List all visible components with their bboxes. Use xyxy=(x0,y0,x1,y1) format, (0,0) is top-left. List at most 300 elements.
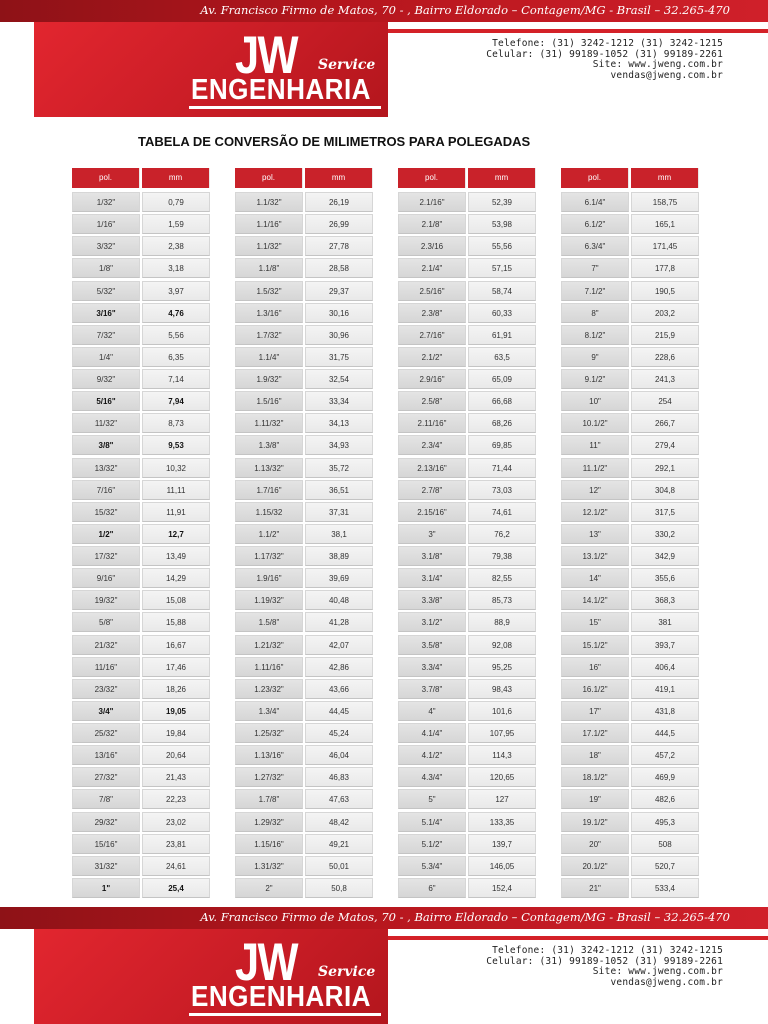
cell-mm: 45,24 xyxy=(305,723,373,743)
table-row xyxy=(398,281,536,301)
cell-mm: 34,13 xyxy=(305,413,373,433)
cell-pol: 2.5/16" xyxy=(398,281,466,301)
cell-mm: 2,38 xyxy=(142,236,210,256)
cell-pol: 1.15/16" xyxy=(235,834,303,854)
cell-mm: 42,07 xyxy=(305,635,373,655)
table-row xyxy=(72,657,210,677)
cell-pol: 15/16" xyxy=(72,834,140,854)
cell-pol: 1.15/32 xyxy=(235,502,303,522)
table-row xyxy=(72,856,210,876)
cell-pol: 1" xyxy=(72,878,140,898)
cell-pol: 2" xyxy=(235,878,303,898)
cell-pol: 1/4" xyxy=(72,347,140,367)
table-row xyxy=(561,435,699,455)
cell-mm: 241,3 xyxy=(631,369,699,389)
cell-mm: 114,3 xyxy=(468,745,536,765)
cell-mm: 165,1 xyxy=(631,214,699,234)
cell-mm: 139,7 xyxy=(468,834,536,854)
contact-site[interactable]: Site: www.jweng.com.br xyxy=(592,59,723,70)
cell-mm: 0,79 xyxy=(142,192,210,212)
cell-pol: 7/32" xyxy=(72,325,140,345)
table-row xyxy=(398,767,536,787)
cell-pol: 2.7/8" xyxy=(398,480,466,500)
cell-mm: 41,28 xyxy=(305,612,373,632)
table-row xyxy=(398,834,536,854)
cell-pol: 13/32" xyxy=(72,458,140,478)
cell-pol: 2.5/8" xyxy=(398,391,466,411)
cell-mm: 26,99 xyxy=(305,214,373,234)
cell-pol: 9/16" xyxy=(72,568,140,588)
table-row xyxy=(561,878,699,898)
cell-pol: 31/32" xyxy=(72,856,140,876)
cell-pol: 5/32" xyxy=(72,281,140,301)
footer-logo-engenharia: ENGENHARIA xyxy=(191,981,371,1013)
cell-mm: 23,81 xyxy=(142,834,210,854)
table-row xyxy=(561,679,699,699)
cell-mm: 152,4 xyxy=(468,878,536,898)
cell-mm: 33,34 xyxy=(305,391,373,411)
cell-mm: 38,1 xyxy=(305,524,373,544)
cell-mm: 355,6 xyxy=(631,568,699,588)
cell-mm: 107,95 xyxy=(468,723,536,743)
table-row xyxy=(561,745,699,765)
table-row xyxy=(561,413,699,433)
table-row xyxy=(561,812,699,832)
address-strip xyxy=(0,0,768,22)
table-row xyxy=(398,413,536,433)
table-row xyxy=(235,236,373,256)
cell-mm: 419,1 xyxy=(631,679,699,699)
table-row xyxy=(561,524,699,544)
cell-mm: 3,18 xyxy=(142,258,210,278)
table-row xyxy=(398,325,536,345)
cell-mm: 25,4 xyxy=(142,878,210,898)
table-row xyxy=(235,524,373,544)
header-band xyxy=(0,0,768,117)
cell-mm: 11,11 xyxy=(142,480,210,500)
column-header-mm: mm xyxy=(305,168,373,188)
cell-pol: 3.1/4" xyxy=(398,568,466,588)
table-row xyxy=(561,458,699,478)
contact-email[interactable]: vendas@jweng.com.br xyxy=(610,69,723,81)
table-row xyxy=(235,192,373,212)
cell-mm: 36,51 xyxy=(305,480,373,500)
cell-pol: 13/16" xyxy=(72,745,140,765)
cell-mm: 19,05 xyxy=(142,701,210,721)
cell-mm: 55,56 xyxy=(468,236,536,256)
cell-mm: 15,08 xyxy=(142,590,210,610)
cell-pol: 5/16" xyxy=(72,391,140,411)
cell-mm: 8,73 xyxy=(142,413,210,433)
cell-mm: 61,91 xyxy=(468,325,536,345)
cell-mm: 5,56 xyxy=(142,325,210,345)
cell-pol: 14" xyxy=(561,568,629,588)
cell-pol: 1.1/16" xyxy=(235,214,303,234)
table-row xyxy=(398,812,536,832)
cell-mm: 1,59 xyxy=(142,214,210,234)
table-row xyxy=(398,635,536,655)
cell-mm: 469,9 xyxy=(631,767,699,787)
cell-mm: 73,03 xyxy=(468,480,536,500)
footer-logo-service: Service xyxy=(318,964,376,980)
cell-pol: 1.31/32" xyxy=(235,856,303,876)
cell-pol: 2.1/2" xyxy=(398,347,466,367)
table-row xyxy=(235,303,373,323)
cell-mm: 14,29 xyxy=(142,568,210,588)
cell-mm: 444,5 xyxy=(631,723,699,743)
table-row xyxy=(235,701,373,721)
cell-mm: 26,19 xyxy=(305,192,373,212)
cell-pol: 11/32" xyxy=(72,413,140,433)
table-row xyxy=(235,568,373,588)
table-row xyxy=(235,214,373,234)
footer-logo-jw: JW xyxy=(235,933,297,992)
table-row xyxy=(72,480,210,500)
cell-pol: 1.1/32" xyxy=(235,236,303,256)
cell-pol: 17.1/2" xyxy=(561,723,629,743)
footer-contact-info xyxy=(486,946,723,988)
table-row xyxy=(72,236,210,256)
table-row xyxy=(398,657,536,677)
table-row xyxy=(235,789,373,809)
cell-pol: 1.3/16" xyxy=(235,303,303,323)
cell-mm: 48,42 xyxy=(305,812,373,832)
cell-mm: 21,43 xyxy=(142,767,210,787)
cell-pol: 1.11/16" xyxy=(235,657,303,677)
cell-pol: 3/32" xyxy=(72,236,140,256)
cell-mm: 37,31 xyxy=(305,502,373,522)
table-row xyxy=(398,480,536,500)
table-row xyxy=(398,679,536,699)
cell-mm: 88,9 xyxy=(468,612,536,632)
table-row xyxy=(235,834,373,854)
cell-pol: 1.5/16" xyxy=(235,391,303,411)
cell-mm: 228,6 xyxy=(631,347,699,367)
cell-pol: 2.13/16" xyxy=(398,458,466,478)
table-row xyxy=(561,325,699,345)
cell-mm: 53,98 xyxy=(468,214,536,234)
cell-mm: 15,88 xyxy=(142,612,210,632)
cell-pol: 6.1/2" xyxy=(561,214,629,234)
page-title: TABELA DE CONVERSÃO DE MILIMETROS PARA POLEGADAS xyxy=(138,134,531,149)
column-header-pol: pol. xyxy=(398,168,466,188)
cell-pol: 10.1/2" xyxy=(561,413,629,433)
logo-service: Service xyxy=(318,57,376,73)
table-row xyxy=(398,435,536,455)
cell-mm: 133,35 xyxy=(468,812,536,832)
cell-mm: 31,75 xyxy=(305,347,373,367)
cell-pol: 5" xyxy=(398,789,466,809)
table-row xyxy=(72,812,210,832)
table-row xyxy=(72,834,210,854)
table-row xyxy=(235,435,373,455)
cell-mm: 10,32 xyxy=(142,458,210,478)
cell-mm: 40,48 xyxy=(305,590,373,610)
cell-pol: 9/32" xyxy=(72,369,140,389)
cell-pol: 1.3/4" xyxy=(235,701,303,721)
table-row xyxy=(398,789,536,809)
cell-pol: 12.1/2" xyxy=(561,502,629,522)
table-row xyxy=(235,480,373,500)
cell-pol: 2.1/4" xyxy=(398,258,466,278)
cell-pol: 15" xyxy=(561,612,629,632)
cell-pol: 1.29/32" xyxy=(235,812,303,832)
footer-contact-email[interactable]: vendas@jweng.com.br xyxy=(610,976,723,988)
table-row xyxy=(72,281,210,301)
cell-mm: 279,4 xyxy=(631,435,699,455)
cell-pol: 1.13/16" xyxy=(235,745,303,765)
footer-contact-mobile: Celular: (31) 99189-1052 (31) 99189-2261 xyxy=(486,955,723,967)
table-row xyxy=(398,856,536,876)
cell-mm: 304,8 xyxy=(631,480,699,500)
conversion-table-3 xyxy=(398,168,536,900)
table-row xyxy=(72,590,210,610)
table-row xyxy=(72,214,210,234)
table-row xyxy=(561,789,699,809)
table-row xyxy=(235,612,373,632)
contact-info xyxy=(486,39,723,81)
cell-mm: 60,33 xyxy=(468,303,536,323)
cell-pol: 13" xyxy=(561,524,629,544)
table-row xyxy=(72,767,210,787)
cell-pol: 13.1/2" xyxy=(561,546,629,566)
cell-pol: 9" xyxy=(561,347,629,367)
cell-pol: 1/8" xyxy=(72,258,140,278)
table-row xyxy=(561,834,699,854)
table-row xyxy=(398,347,536,367)
table-row xyxy=(561,856,699,876)
cell-pol: 1.19/32" xyxy=(235,590,303,610)
cell-pol: 1.7/8" xyxy=(235,789,303,809)
cell-pol: 8" xyxy=(561,303,629,323)
cell-mm: 30,96 xyxy=(305,325,373,345)
table-row xyxy=(72,192,210,212)
cell-mm: 127 xyxy=(468,789,536,809)
cell-pol: 1.1/8" xyxy=(235,258,303,278)
cell-mm: 22,23 xyxy=(142,789,210,809)
cell-mm: 4,76 xyxy=(142,303,210,323)
table-row xyxy=(398,524,536,544)
cell-mm: 23,02 xyxy=(142,812,210,832)
cell-mm: 79,38 xyxy=(468,546,536,566)
table-row xyxy=(561,701,699,721)
cell-mm: 47,63 xyxy=(305,789,373,809)
footer-contact-site[interactable]: Site: www.jweng.com.br xyxy=(592,966,723,977)
cell-pol: 1.1/32" xyxy=(235,192,303,212)
cell-mm: 63,5 xyxy=(468,347,536,367)
cell-pol: 17/32" xyxy=(72,546,140,566)
cell-pol: 1.23/32" xyxy=(235,679,303,699)
cell-pol: 3.3/4" xyxy=(398,657,466,677)
table-row xyxy=(72,679,210,699)
cell-pol: 3/4" xyxy=(72,701,140,721)
cell-mm: 95,25 xyxy=(468,657,536,677)
cell-pol: 2.1/8" xyxy=(398,214,466,234)
cell-pol: 1.9/32" xyxy=(235,369,303,389)
footer-band xyxy=(0,907,768,1024)
table-row xyxy=(72,612,210,632)
cell-mm: 495,3 xyxy=(631,812,699,832)
table-header xyxy=(72,168,210,188)
table-row xyxy=(235,281,373,301)
cell-pol: 1.11/32" xyxy=(235,413,303,433)
cell-pol: 15.1/2" xyxy=(561,635,629,655)
logo-engenharia: ENGENHARIA xyxy=(191,74,371,106)
cell-pol: 18.1/2" xyxy=(561,767,629,787)
table-row xyxy=(398,502,536,522)
cell-pol: 1.17/32" xyxy=(235,546,303,566)
cell-mm: 44,45 xyxy=(305,701,373,721)
table-row xyxy=(561,303,699,323)
cell-pol: 19.1/2" xyxy=(561,812,629,832)
footer-contact-phone: Telefone: (31) 3242-1212 (31) 3242-1215 xyxy=(492,945,723,956)
table-row xyxy=(398,878,536,898)
cell-pol: 29/32" xyxy=(72,812,140,832)
table-row xyxy=(398,303,536,323)
cell-pol: 16" xyxy=(561,657,629,677)
cell-mm: 69,85 xyxy=(468,435,536,455)
table-row xyxy=(398,723,536,743)
cell-pol: 1.1/2" xyxy=(235,524,303,544)
cell-pol: 7/16" xyxy=(72,480,140,500)
cell-mm: 9,53 xyxy=(142,435,210,455)
cell-pol: 1.7/16" xyxy=(235,480,303,500)
cell-pol: 20.1/2" xyxy=(561,856,629,876)
cell-mm: 20,64 xyxy=(142,745,210,765)
cell-mm: 66,68 xyxy=(468,391,536,411)
cell-mm: 342,9 xyxy=(631,546,699,566)
logo-jw: JW xyxy=(235,26,297,85)
cell-pol: 3" xyxy=(398,524,466,544)
table-row xyxy=(398,612,536,632)
table-row xyxy=(561,214,699,234)
table-row xyxy=(235,856,373,876)
cell-mm: 28,58 xyxy=(305,258,373,278)
table-row xyxy=(235,413,373,433)
table-row xyxy=(235,590,373,610)
cell-pol: 16.1/2" xyxy=(561,679,629,699)
cell-mm: 35,72 xyxy=(305,458,373,478)
table-row xyxy=(72,458,210,478)
cell-mm: 68,26 xyxy=(468,413,536,433)
cell-mm: 92,08 xyxy=(468,635,536,655)
table-row xyxy=(561,612,699,632)
cell-pol: 4" xyxy=(398,701,466,721)
cell-pol: 3.5/8" xyxy=(398,635,466,655)
table-row xyxy=(235,347,373,367)
cell-mm: 171,45 xyxy=(631,236,699,256)
cell-mm: 57,15 xyxy=(468,258,536,278)
cell-pol: 7/8" xyxy=(72,789,140,809)
table-row xyxy=(235,767,373,787)
cell-pol: 2.3/4" xyxy=(398,435,466,455)
cell-mm: 18,26 xyxy=(142,679,210,699)
table-row xyxy=(72,325,210,345)
cell-mm: 82,55 xyxy=(468,568,536,588)
table-row xyxy=(72,258,210,278)
contact-phone: Telefone: (31) 3242-1212 (31) 3242-1215 xyxy=(492,38,723,49)
table-row xyxy=(72,745,210,765)
table-row xyxy=(72,878,210,898)
cell-mm: 50,01 xyxy=(305,856,373,876)
table-row xyxy=(561,480,699,500)
cell-pol: 14.1/2" xyxy=(561,590,629,610)
footer-address-strip xyxy=(0,907,768,929)
table-header xyxy=(235,168,373,188)
table-row xyxy=(72,789,210,809)
table-row xyxy=(72,701,210,721)
cell-pol: 2.3/16 xyxy=(398,236,466,256)
table-row xyxy=(398,590,536,610)
table-row xyxy=(72,347,210,367)
cell-mm: 393,7 xyxy=(631,635,699,655)
logo xyxy=(34,22,388,117)
table-row xyxy=(398,458,536,478)
cell-mm: 43,66 xyxy=(305,679,373,699)
cell-mm: 24,61 xyxy=(142,856,210,876)
column-header-mm: mm xyxy=(631,168,699,188)
cell-mm: 7,94 xyxy=(142,391,210,411)
table-row xyxy=(72,369,210,389)
table-row xyxy=(72,546,210,566)
cell-pol: 3.1/8" xyxy=(398,546,466,566)
table-row xyxy=(398,258,536,278)
cell-pol: 6.1/4" xyxy=(561,192,629,212)
cell-mm: 46,83 xyxy=(305,767,373,787)
cell-mm: 368,3 xyxy=(631,590,699,610)
cell-pol: 9.1/2" xyxy=(561,369,629,389)
cell-pol: 11/16" xyxy=(72,657,140,677)
cell-mm: 85,73 xyxy=(468,590,536,610)
table-row xyxy=(398,192,536,212)
cell-pol: 2.15/16" xyxy=(398,502,466,522)
table-row xyxy=(561,568,699,588)
footer-address-text: Av. Francisco Firmo de Matos, 70 - , Bairro Eldorado – Contagem/MG - Brasil – 32.265-470 xyxy=(200,910,730,924)
column-header-pol: pol. xyxy=(561,168,629,188)
cell-mm: 71,44 xyxy=(468,458,536,478)
table-row xyxy=(235,679,373,699)
cell-mm: 266,7 xyxy=(631,413,699,433)
table-row xyxy=(398,391,536,411)
table-row xyxy=(561,502,699,522)
cell-pol: 1.5/8" xyxy=(235,612,303,632)
table-row xyxy=(561,546,699,566)
cell-mm: 317,5 xyxy=(631,502,699,522)
table-row xyxy=(561,767,699,787)
cell-mm: 482,6 xyxy=(631,789,699,809)
cell-mm: 65,09 xyxy=(468,369,536,389)
cell-pol: 5/8" xyxy=(72,612,140,632)
table-row xyxy=(398,369,536,389)
table-row xyxy=(561,347,699,367)
cell-mm: 17,46 xyxy=(142,657,210,677)
cell-mm: 32,54 xyxy=(305,369,373,389)
cell-pol: 1.13/32" xyxy=(235,458,303,478)
cell-pol: 21/32" xyxy=(72,635,140,655)
cell-pol: 8.1/2" xyxy=(561,325,629,345)
cell-mm: 13,49 xyxy=(142,546,210,566)
cell-mm: 29,37 xyxy=(305,281,373,301)
cell-pol: 27/32" xyxy=(72,767,140,787)
cell-pol: 4.1/4" xyxy=(398,723,466,743)
table-row xyxy=(235,391,373,411)
table-row xyxy=(561,723,699,743)
table-row xyxy=(235,635,373,655)
cell-mm: 158,75 xyxy=(631,192,699,212)
cell-pol: 4.3/4" xyxy=(398,767,466,787)
table-row xyxy=(561,635,699,655)
table-row xyxy=(235,502,373,522)
